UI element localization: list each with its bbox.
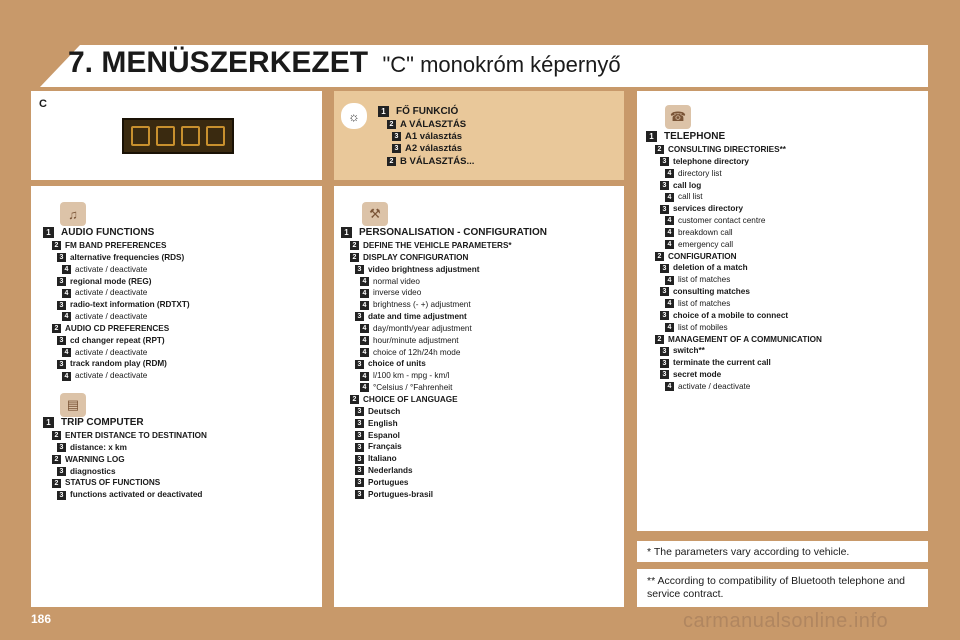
menu-item-level-2 [646, 251, 822, 263]
menu-item-label: switch** [673, 346, 705, 356]
level-badge: 3 [57, 301, 66, 310]
level-badge: 1 [378, 106, 389, 117]
menu-item-label: directory list [678, 168, 722, 178]
menu-item-level-3 [341, 311, 547, 323]
menu-item-label: WARNING LOG [65, 454, 125, 464]
menu-item-label: DISPLAY CONFIGURATION [363, 252, 469, 262]
menu-item-label: radio-text information (RDTXT) [70, 300, 190, 310]
level-badge: 2 [655, 335, 664, 344]
level-badge: 2 [52, 241, 61, 250]
menu-item-label: choice of units [368, 359, 426, 369]
menu-item-level-2 [646, 334, 822, 346]
menu-item-label: STATUS OF FUNCTIONS [65, 478, 161, 488]
level-badge: 3 [660, 181, 669, 190]
level-badge: 3 [355, 443, 364, 452]
menu-item-level-3 [646, 369, 822, 381]
level-badge: 3 [355, 407, 364, 416]
monochrome-screen [122, 118, 234, 154]
level-badge: 4 [665, 240, 674, 249]
menu-item-label: Portugues-brasil [368, 489, 434, 499]
menu-item-label: Portugues [368, 477, 409, 487]
level-badge: 3 [355, 431, 364, 440]
telephone-menu [646, 130, 822, 393]
level-badge: 4 [62, 312, 71, 321]
menu-item-label: A VÁLASZTÁS [400, 118, 467, 130]
menu-item-label: CHOICE OF LANGUAGE [363, 394, 458, 404]
menu-item-label: date and time adjustment [368, 312, 467, 322]
menu-item-label: Italiano [368, 454, 397, 464]
menu-item-level-4 [43, 370, 190, 382]
level-badge: 3 [660, 311, 669, 320]
menu-item-level-3 [341, 441, 547, 453]
menu-item-level-3 [646, 156, 822, 168]
menu-item-level-3 [378, 131, 474, 143]
menu-item-level-3 [43, 442, 207, 454]
menu-item-level-4 [341, 347, 547, 359]
level-badge: 4 [360, 372, 369, 381]
menu-item-level-3 [341, 477, 547, 489]
menu-item-label: A1 választás [405, 130, 463, 142]
menu-item-level-1 [43, 226, 190, 240]
level-badge: 4 [62, 348, 71, 357]
level-badge: 4 [62, 289, 71, 298]
menu-item-label: activate / deactivate [678, 381, 751, 391]
level-badge: 4 [665, 299, 674, 308]
menu-item-level-3 [341, 358, 547, 370]
audio-menu [43, 226, 190, 382]
menu-item-level-4 [646, 322, 822, 334]
level-badge: 2 [52, 479, 61, 488]
level-badge: 4 [360, 383, 369, 392]
level-badge: 3 [355, 466, 364, 475]
level-badge: 3 [57, 443, 66, 452]
level-badge: 4 [665, 193, 674, 202]
menu-item-level-4 [646, 191, 822, 203]
screen-type-label: C [39, 98, 47, 110]
menu-item-label: l/100 km - mpg - km/l [373, 371, 450, 381]
menu-item-label: Français [368, 442, 402, 452]
menu-item-level-3 [646, 203, 822, 215]
menu-item-label: telephone directory [673, 156, 749, 166]
level-badge: 2 [387, 157, 396, 166]
level-badge: 1 [43, 417, 54, 428]
menu-item-label: list of matches [678, 275, 731, 285]
menu-item-level-4 [341, 287, 547, 299]
menu-item-label: Nederlands [368, 466, 413, 476]
menu-item-label: CONFIGURATION [668, 251, 737, 261]
level-badge: 3 [57, 336, 66, 345]
menu-item-label: Espanol [368, 430, 400, 440]
menu-item-label: FM BAND PREFERENCES [65, 241, 167, 250]
menu-item-label: activate / deactivate [75, 347, 148, 357]
level-badge: 4 [360, 348, 369, 357]
level-badge: 4 [360, 336, 369, 345]
menu-item-label: choice of 12h/24h mode [373, 347, 461, 357]
menu-item-label: inverse video [373, 288, 422, 298]
menu-item-label: AUDIO CD PREFERENCES [65, 323, 170, 333]
legend-menu [378, 106, 474, 168]
level-badge: 4 [665, 323, 674, 332]
level-badge: 4 [360, 289, 369, 298]
menu-item-level-3 [646, 310, 822, 322]
menu-item-level-4 [43, 311, 190, 323]
menu-item-label: TRIP COMPUTER [61, 417, 144, 428]
page-title: 7. MENÜSZERKEZET [68, 46, 369, 79]
menu-item-level-4 [341, 276, 547, 288]
level-badge: 3 [355, 419, 364, 428]
menu-item-label: choice of a mobile to connect [673, 310, 789, 320]
level-badge: 3 [392, 144, 401, 153]
menu-item-level-4 [646, 227, 822, 239]
menu-item-level-2 [43, 240, 190, 252]
menu-item-label: distance: x km [70, 442, 127, 452]
menu-item-level-3 [43, 252, 190, 264]
menu-item-label: Deutsch [368, 406, 401, 416]
menu-item-label: secret mode [673, 370, 722, 380]
menu-item-label: PERSONALISATION - CONFIGURATION [359, 227, 547, 238]
level-badge: 4 [62, 265, 71, 274]
menu-item-level-2 [43, 323, 190, 335]
menu-item-label: alternative frequencies (RDS) [70, 252, 185, 262]
menu-item-level-3 [341, 418, 547, 430]
menu-item-label: consulting matches [673, 287, 750, 297]
page-subtitle: "C" monokróm képernyő [382, 52, 621, 77]
menu-item-level-3 [43, 489, 207, 501]
level-badge: 4 [665, 382, 674, 391]
menu-item-label: services directory [673, 204, 744, 214]
level-badge: 2 [387, 120, 396, 129]
menu-item-level-4 [341, 335, 547, 347]
menu-item-level-3 [646, 180, 822, 192]
menu-item-label: MANAGEMENT OF A COMMUNICATION [668, 334, 822, 344]
sun-settings-icon: ☼ [341, 103, 367, 129]
menu-item-level-2 [341, 240, 547, 252]
menu-item-label: terminate the current call [673, 358, 771, 368]
menu-item-label: breakdown call [678, 227, 733, 237]
level-badge: 3 [57, 467, 66, 476]
level-badge: 3 [57, 360, 66, 369]
watermark: carmanualsonline.info [683, 610, 889, 632]
menu-item-label: ENTER DISTANCE TO DESTINATION [65, 431, 207, 440]
menu-item-label: activate / deactivate [75, 371, 148, 381]
level-badge: 3 [355, 478, 364, 487]
menu-item-level-3 [341, 406, 547, 418]
menu-item-level-3 [646, 357, 822, 369]
menu-item-level-4 [646, 168, 822, 180]
level-badge: 3 [660, 205, 669, 214]
menu-item-label: B VÁLASZTÁS... [400, 155, 475, 167]
level-badge: 3 [355, 490, 364, 499]
trip-computer-icon [156, 126, 175, 146]
level-badge: 2 [52, 324, 61, 333]
menu-item-label: video brightness adjustment [368, 264, 480, 274]
level-badge: 3 [355, 265, 364, 274]
level-badge: 4 [62, 372, 71, 381]
menu-item-level-3 [43, 358, 190, 370]
menu-item-label: brightness (- +) adjustment [373, 300, 471, 310]
menu-item-level-4 [341, 382, 547, 394]
level-badge: 3 [355, 455, 364, 464]
level-badge: 3 [392, 132, 401, 141]
tools-config-icon: ⚒ [362, 202, 388, 226]
page-number: 186 [31, 612, 52, 626]
level-badge: 4 [665, 169, 674, 178]
level-badge: 2 [52, 455, 61, 464]
level-badge: 3 [660, 347, 669, 356]
level-badge: 3 [57, 253, 66, 262]
menu-item-level-4 [43, 287, 190, 299]
trip-computer-icon: ▤ [60, 393, 86, 417]
menu-item-label: English [368, 418, 398, 428]
menu-item-label: emergency call [678, 239, 734, 249]
menu-item-level-3 [341, 465, 547, 477]
menu-item-label: °Celsius / °Fahrenheit [373, 383, 453, 393]
menu-item-label: activate / deactivate [75, 312, 148, 322]
menu-item-label: day/month/year adjustment [373, 323, 472, 333]
menu-item-label: FŐ FUNKCIÓ [396, 106, 459, 118]
menu-item-level-4 [43, 347, 190, 359]
menu-item-level-4 [43, 264, 190, 276]
menu-item-level-3 [646, 345, 822, 357]
level-badge: 2 [655, 252, 664, 261]
level-badge: 4 [360, 324, 369, 333]
menu-item-label: diagnostics [70, 466, 116, 476]
menu-item-level-3 [646, 286, 822, 298]
level-badge: 1 [646, 131, 657, 142]
menu-item-level-2 [43, 430, 207, 442]
menu-item-level-4 [646, 239, 822, 251]
menu-item-label: track random play (RDM) [70, 359, 167, 369]
menu-item-label: list of matches [678, 298, 731, 308]
menu-item-label: cd changer repeat (RPT) [70, 335, 165, 345]
menu-item-label: customer contact centre [678, 216, 766, 226]
trip-menu [43, 416, 207, 501]
menu-item-level-1 [378, 106, 474, 119]
menu-item-level-2 [378, 119, 474, 131]
menu-item-level-3 [43, 335, 190, 347]
phone-icon: ☎ [665, 105, 691, 129]
menu-item-level-4 [341, 370, 547, 382]
menu-item-level-4 [646, 215, 822, 227]
menu-item-label: functions activated or deactivated [70, 490, 203, 500]
menu-item-level-3 [43, 466, 207, 478]
menu-item-level-4 [646, 274, 822, 286]
menu-item-level-3 [341, 453, 547, 465]
level-badge: 2 [350, 253, 359, 262]
car-audio-icon: ♫ [60, 202, 86, 226]
menu-item-label: call list [678, 192, 703, 202]
level-badge: 3 [660, 370, 669, 379]
level-badge: 1 [341, 227, 352, 238]
personalisation-menu [341, 226, 547, 501]
menu-item-level-3 [341, 264, 547, 276]
menu-item-level-2 [43, 477, 207, 489]
menu-item-label: DEFINE THE VEHICLE PARAMETERS* [363, 241, 512, 250]
menu-item-label: normal video [373, 276, 420, 286]
menu-item-level-3 [341, 430, 547, 442]
level-badge: 1 [43, 227, 54, 238]
level-badge: 3 [660, 157, 669, 166]
level-badge: 2 [655, 145, 664, 154]
car-audio-icon [131, 126, 150, 146]
menu-item-label: regional mode (REG) [70, 276, 152, 286]
level-badge: 3 [355, 360, 364, 369]
menu-item-label: AUDIO FUNCTIONS [61, 227, 155, 238]
menu-item-level-1 [646, 130, 822, 144]
menu-item-label: list of mobiles [678, 322, 728, 332]
level-badge: 4 [360, 301, 369, 310]
menu-item-level-3 [646, 262, 822, 274]
level-badge: 3 [57, 277, 66, 286]
menu-item-level-3 [43, 276, 190, 288]
page-header [68, 46, 621, 80]
menu-item-level-2 [341, 394, 547, 406]
menu-item-label: activate / deactivate [75, 264, 148, 274]
level-badge: 3 [660, 264, 669, 273]
menu-item-level-2 [43, 454, 207, 466]
footnote-parameters: * The parameters vary according to vehicle. [647, 546, 850, 558]
footnote-bluetooth: ** According to compatibility of Bluetooth telephone and service contract. [647, 575, 906, 600]
menu-item-level-4 [646, 381, 822, 393]
level-badge: 2 [350, 395, 359, 404]
menu-item-label: activate / deactivate [75, 288, 148, 298]
menu-item-label: hour/minute adjustment [373, 335, 459, 345]
menu-item-label: call log [673, 180, 702, 190]
menu-item-level-4 [341, 323, 547, 335]
menu-item-level-2 [378, 156, 474, 168]
level-badge: 2 [52, 431, 61, 440]
menu-item-level-4 [646, 298, 822, 310]
menu-item-level-3 [341, 489, 547, 501]
level-badge: 4 [665, 216, 674, 225]
menu-item-level-3 [378, 143, 474, 155]
menu-item-level-2 [646, 144, 822, 156]
phone-icon [206, 126, 225, 146]
menu-item-label: CONSULTING DIRECTORIES** [668, 145, 786, 154]
level-badge: 2 [350, 241, 359, 250]
tools-config-icon [181, 126, 200, 146]
menu-item-level-1 [43, 416, 207, 430]
level-badge: 3 [57, 491, 66, 500]
level-badge: 4 [665, 228, 674, 237]
level-badge: 3 [660, 359, 669, 368]
menu-item-level-4 [341, 299, 547, 311]
level-badge: 3 [355, 312, 364, 321]
level-badge: 4 [360, 277, 369, 286]
menu-item-label: A2 választás [405, 143, 463, 155]
menu-item-label: deletion of a match [673, 263, 748, 273]
level-badge: 4 [665, 276, 674, 285]
menu-item-level-3 [43, 299, 190, 311]
menu-item-level-1 [341, 226, 547, 240]
menu-item-level-2 [341, 252, 547, 264]
menu-item-label: TELEPHONE [664, 131, 726, 142]
level-badge: 3 [660, 287, 669, 296]
